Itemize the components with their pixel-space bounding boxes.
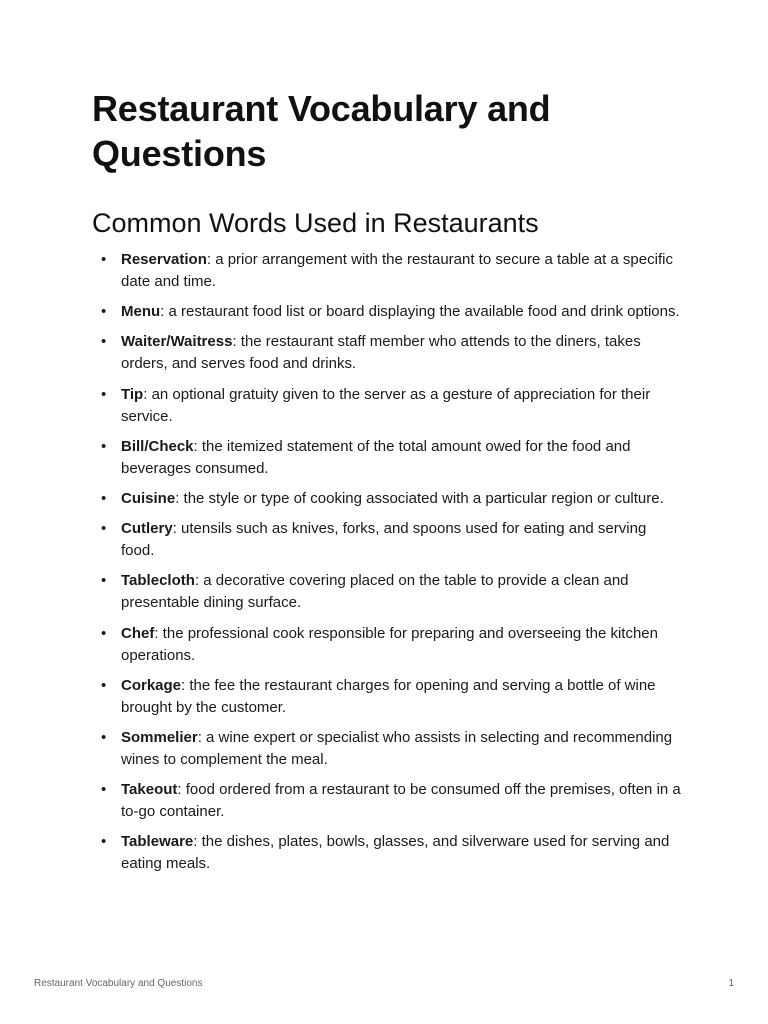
vocabulary-item <box>92 570 682 614</box>
vocabulary-term: Takeout <box>121 781 178 799</box>
vocabulary-item <box>92 331 682 375</box>
bullet-icon: • <box>101 489 107 507</box>
vocabulary-item <box>92 675 682 719</box>
bullet-icon: • <box>101 572 107 590</box>
vocabulary-definition: : an optional gratuity given to the server as a gesture of appreciation for their service. <box>121 385 651 425</box>
vocabulary-definition: : the style or type of cooking associated with a particular region or culture. <box>175 489 664 507</box>
bullet-icon: • <box>101 385 107 403</box>
vocabulary-definition: : a wine expert or specialist who assists in selecting and recommending wines to complement the meal. <box>121 728 673 768</box>
vocabulary-item <box>92 518 682 562</box>
vocabulary-item <box>92 301 682 323</box>
vocabulary-item <box>92 488 682 510</box>
vocabulary-term: Corkage <box>121 676 182 694</box>
vocabulary-definition: : the fee the restaurant charges for opening and serving a bottle of wine brought by the customer. <box>121 676 656 716</box>
vocabulary-definition: : a restaurant food list or board displaying the available food and drink options. <box>160 303 680 321</box>
vocabulary-definition: : the dishes, plates, bowls, glasses, and silverware used for serving and eating meals. <box>121 833 670 873</box>
bullet-icon: • <box>101 781 107 799</box>
vocabulary-term: Tablecloth <box>121 572 195 590</box>
vocabulary-list <box>92 249 682 875</box>
bullet-icon: • <box>101 303 107 321</box>
vocabulary-term: Tableware <box>121 833 194 851</box>
document-page <box>92 86 682 883</box>
vocabulary-item <box>92 384 682 428</box>
vocabulary-term: Bill/Check <box>121 437 194 455</box>
vocabulary-item <box>92 623 682 667</box>
vocabulary-definition: : utensils such as knives, forks, and spoons used for eating and serving food. <box>121 520 647 560</box>
vocabulary-term: Chef <box>121 624 155 642</box>
vocabulary-term: Reservation <box>121 251 207 268</box>
vocabulary-term: Sommelier <box>121 728 198 746</box>
footer-page-number: 1 <box>728 978 734 989</box>
section-heading: Common Words Used in Restaurants <box>92 208 539 238</box>
bullet-icon: • <box>101 728 107 746</box>
vocabulary-term: Menu <box>121 303 161 321</box>
vocabulary-item <box>92 249 682 293</box>
bullet-icon: • <box>101 833 107 851</box>
vocabulary-term: Cuisine <box>121 489 176 507</box>
vocabulary-definition: : a decorative covering placed on the table to provide a clean and presentable dining surface. <box>121 572 629 612</box>
vocabulary-definition: : the itemized statement of the total amount owed for the food and beverages consumed. <box>121 437 631 477</box>
vocabulary-item <box>92 779 682 823</box>
bullet-icon: • <box>101 520 107 538</box>
bullet-icon: • <box>101 437 107 455</box>
vocabulary-definition: : the professional cook responsible for preparing and overseeing the kitchen operations. <box>121 624 658 664</box>
vocabulary-term: Waiter/Waitress <box>121 333 233 351</box>
vocabulary-definition: : food ordered from a restaurant to be consumed off the premises, often in a to-go container. <box>121 781 681 821</box>
vocabulary-definition: : a prior arrangement with the restaurant to secure a table at a specific date and time. <box>121 251 673 290</box>
footer-document-title: Restaurant Vocabulary and Questions <box>34 978 203 989</box>
document-title: Restaurant Vocabulary and Questions <box>92 88 551 174</box>
bullet-icon: • <box>101 676 107 694</box>
vocabulary-definition: : the restaurant staff member who attends to the diners, takes orders, and serves food and drinks. <box>121 333 641 373</box>
bullet-icon: • <box>101 333 107 351</box>
vocabulary-term: Tip <box>121 385 144 403</box>
vocabulary-item <box>92 831 682 875</box>
vocabulary-term: Cutlery <box>121 520 173 538</box>
bullet-icon: • <box>101 251 107 268</box>
vocabulary-item <box>92 727 682 771</box>
bullet-icon: • <box>101 624 107 642</box>
vocabulary-item <box>92 436 682 480</box>
